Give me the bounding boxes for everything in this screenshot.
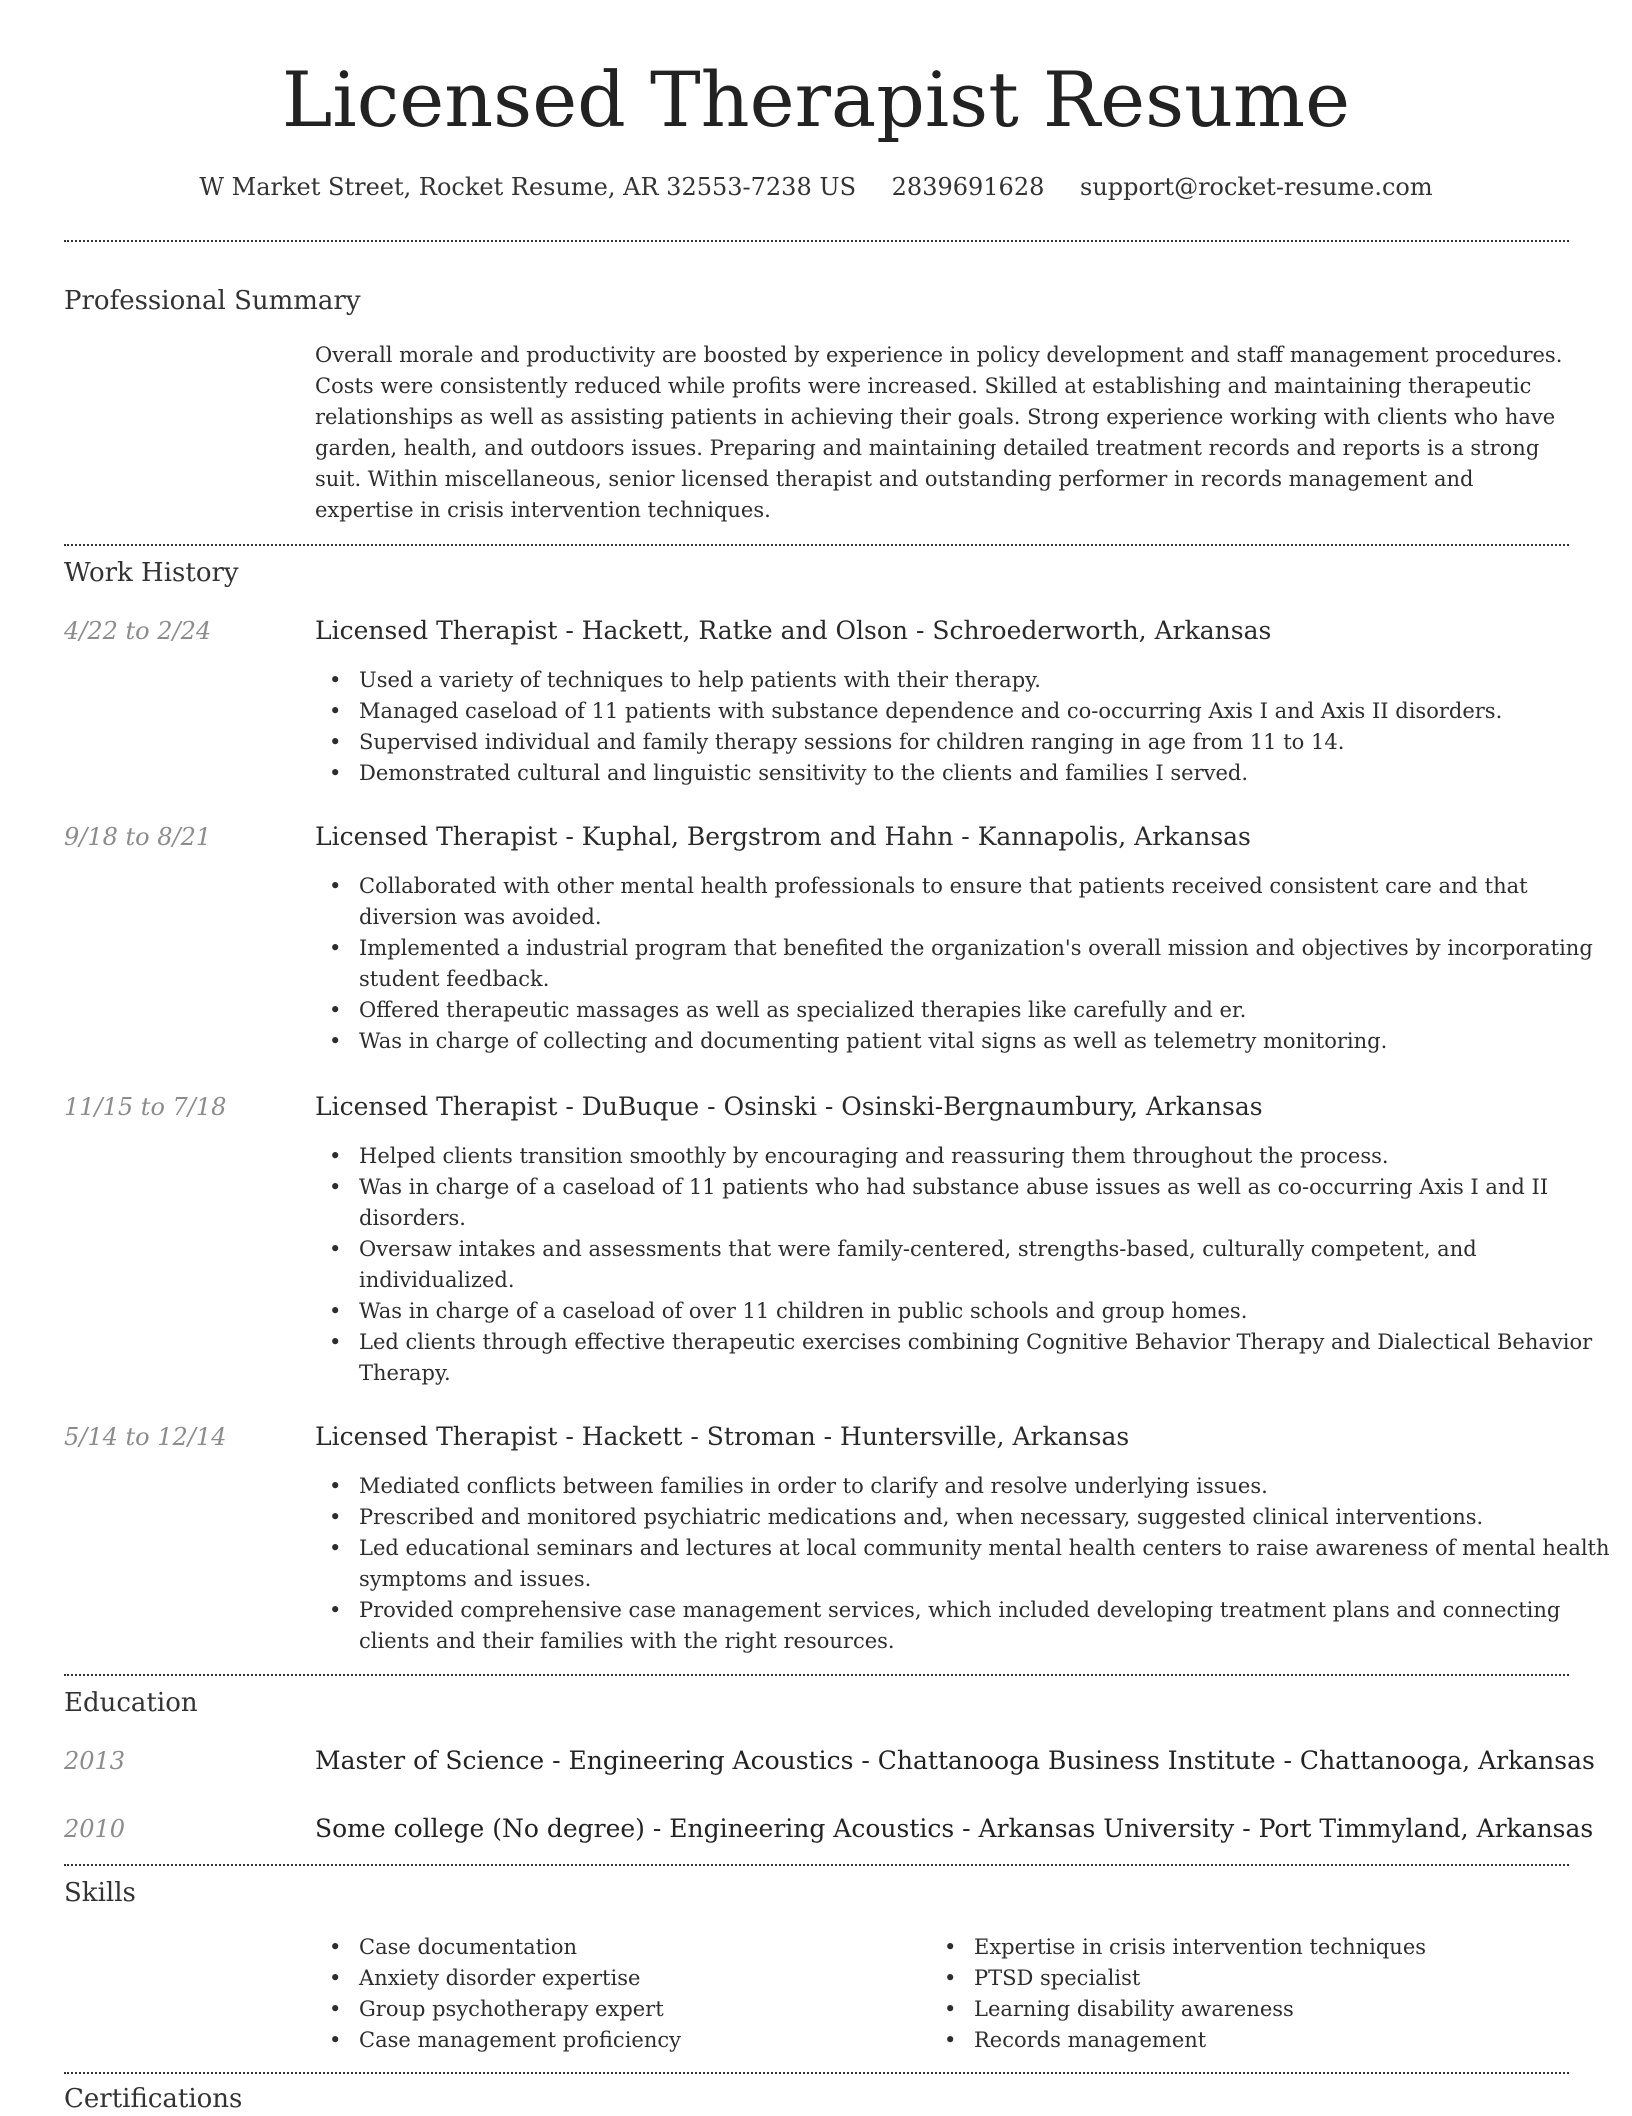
- job-bullets: [315, 1471, 1614, 1657]
- job-title: Licensed Therapist - Hackett - Stroman - Huntersville, Arkansas: [315, 1422, 1130, 1451]
- education-year: 2013: [64, 1747, 126, 1775]
- section-divider: [64, 1864, 1569, 1866]
- job-bullet: • Managed caseload of 11 patients with substance dependence and co-occurring Axis I and Axis II disorders.: [359, 696, 1614, 727]
- skill-item: • Case documentation: [359, 1932, 919, 1963]
- job-bullet: • Implemented a industrial program that benefited the organization's overall mission and objectives by incorporating student feedback.: [359, 933, 1614, 995]
- contact-email: support@rocket-resume.com: [1080, 173, 1433, 201]
- job-bullet: • Mediated conflicts between families in order to clarify and resolve underlying issues.: [359, 1471, 1614, 1502]
- education-entry: Some college (No degree) - Engineering Acoustics - Arkansas University - Port Timmyland, Arkansas: [315, 1814, 1594, 1843]
- job-dates: 11/15 to 7/18: [64, 1093, 227, 1121]
- job-bullet: • Helped clients transition smoothly by encouraging and reassuring them throughout the process.: [359, 1141, 1614, 1172]
- job-dates: 5/14 to 12/14: [64, 1423, 227, 1451]
- section-divider: [64, 544, 1569, 546]
- job-bullet: • Led educational seminars and lectures at local community mental health centers to raise awareness of mental health symptoms and issues.: [359, 1533, 1614, 1595]
- job-bullets: [315, 871, 1614, 1057]
- skill-item: • Records management: [974, 2025, 1534, 2056]
- job-title: Licensed Therapist - Hackett, Ratke and Olson - Schroederworth, Arkansas: [315, 616, 1272, 645]
- job-bullet: • Offered therapeutic massages as well as specialized therapies like carefully and er.: [359, 995, 1614, 1026]
- job-bullet: • Was in charge of a caseload of 11 patients who had substance abuse issues as well as co-occurring Axis I and II disorders.: [359, 1172, 1614, 1234]
- skill-item: • PTSD specialist: [974, 1963, 1534, 1994]
- job-bullet: • Supervised individual and family therapy sessions for children ranging in age from 11 to 14.: [359, 727, 1614, 758]
- education-year: 2010: [64, 1815, 126, 1843]
- job-bullet: • Used a variety of techniques to help patients with their therapy.: [359, 665, 1614, 696]
- skill-item: • Expertise in crisis intervention techniques: [974, 1932, 1534, 1963]
- job-bullet: • Collaborated with other mental health professionals to ensure that patients received consistent care and that diversion was avoided.: [359, 871, 1614, 933]
- job-dates: 9/18 to 8/21: [64, 823, 212, 851]
- section-divider: [64, 2072, 1569, 2074]
- summary-text: Overall morale and productivity are boosted by experience in policy development and staff management procedures. Costs were consistently reduced while profits were increased. Skilled at establishing and maintaining therapeutic relationships as well as assisting patients in achieving their goals. Strong experience working with clients who have garden, health, and outdoors issues. Preparing and maintaining detailed treatment records and reports is a strong suit. Within miscellaneous, senior licensed therapist and outstanding performer in records management and expertise in crisis intervention techniques.: [315, 343, 1563, 522]
- job-bullet: • Was in charge of a caseload of over 11 children in public schools and group homes.: [359, 1296, 1614, 1327]
- contact-line: [0, 170, 1632, 204]
- section-divider: [64, 1674, 1569, 1676]
- skill-item: • Case management proficiency: [359, 2025, 919, 2056]
- job-bullets: [315, 665, 1614, 789]
- skill-item: • Learning disability awareness: [974, 1994, 1534, 2025]
- education-heading: Education: [64, 1688, 198, 1718]
- job-bullet: • Led clients through effective therapeutic exercises combining Cognitive Behavior Therapy and Dialectical Behavior Therapy.: [359, 1327, 1614, 1389]
- job-bullet: • Demonstrated cultural and linguistic sensitivity to the clients and families I served.: [359, 758, 1614, 789]
- skills-list-right: [930, 1932, 1534, 2056]
- skill-item: • Group psychotherapy expert: [359, 1994, 919, 2025]
- contact-phone: 2839691628: [891, 173, 1045, 201]
- job-bullet: • Oversaw intakes and assessments that were family-centered, strengths-based, culturally competent, and individualized.: [359, 1234, 1614, 1296]
- job-bullet: • Was in charge of collecting and documenting patient vital signs as well as telemetry monitoring.: [359, 1026, 1614, 1057]
- education-entry: Master of Science - Engineering Acoustics - Chattanooga Business Institute - Chattanooga, Arkansas: [315, 1746, 1595, 1775]
- certifications-heading: Certifications: [64, 2084, 243, 2114]
- work-heading: Work History: [64, 558, 239, 588]
- job-bullet: • Provided comprehensive case management services, which included developing treatment plans and connecting clients and their families with the right resources.: [359, 1595, 1614, 1657]
- page-title: Licensed Therapist Resume: [281, 55, 1351, 144]
- skill-item: • Anxiety disorder expertise: [359, 1963, 919, 1994]
- job-bullet: • Prescribed and monitored psychiatric medications and, when necessary, suggested clinical interventions.: [359, 1502, 1614, 1533]
- skills-list-left: [315, 1932, 919, 2056]
- contact-address: W Market Street, Rocket Resume, AR 32553-7238 US: [199, 173, 857, 201]
- job-title: Licensed Therapist - DuBuque - Osinski - Osinski-Bergnaumbury, Arkansas: [315, 1092, 1263, 1121]
- job-dates: 4/22 to 2/24: [64, 617, 212, 645]
- summary-heading: Professional Summary: [64, 286, 361, 316]
- section-divider: [64, 240, 1569, 242]
- job-bullets: [315, 1141, 1614, 1389]
- skills-heading: Skills: [64, 1878, 136, 1908]
- job-title: Licensed Therapist - Kuphal, Bergstrom and Hahn - Kannapolis, Arkansas: [315, 822, 1251, 851]
